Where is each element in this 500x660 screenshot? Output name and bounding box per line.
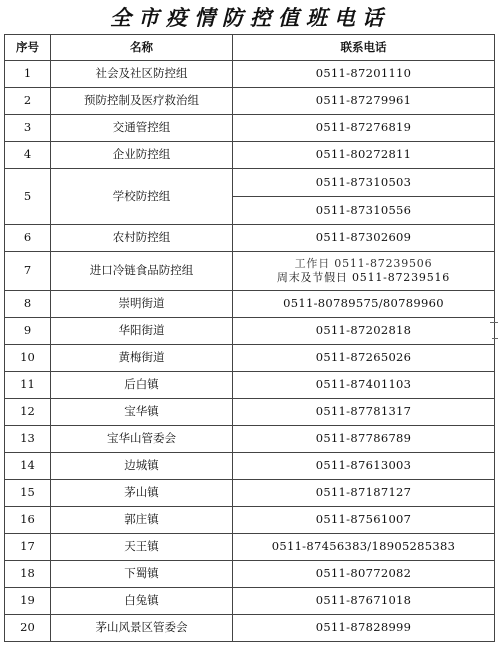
table-row [5, 318, 495, 345]
row-seq: 3 [5, 115, 51, 142]
table-row [5, 115, 495, 142]
row-phone: 0511-87401103 [233, 372, 495, 399]
row-seq: 17 [5, 534, 51, 561]
table-row [5, 61, 495, 88]
row-name: 下蜀镇 [51, 561, 233, 588]
row-phone: 0511-87202818 [233, 318, 495, 345]
row-seq: 2 [5, 88, 51, 115]
row-name: 进口冷链食品防控组 [51, 252, 233, 291]
row-phone: 0511-87781317 [233, 399, 495, 426]
row-name: 宝华镇 [51, 399, 233, 426]
row-seq: 5 [5, 169, 51, 225]
row-seq: 20 [5, 615, 51, 642]
row-name: 郭庄镇 [51, 507, 233, 534]
row-name: 后白镇 [51, 372, 233, 399]
row-seq: 18 [5, 561, 51, 588]
row-seq: 9 [5, 318, 51, 345]
row-seq: 11 [5, 372, 51, 399]
row-name: 边城镇 [51, 453, 233, 480]
row-phone: 0511-87201110 [233, 61, 495, 88]
table-row [5, 399, 495, 426]
row-name: 企业防控组 [51, 142, 233, 169]
table-row [5, 426, 495, 453]
table-row [5, 588, 495, 615]
row-phone [233, 252, 495, 291]
row-phone: 0511-87786789 [233, 426, 495, 453]
header-name: 名称 [51, 35, 233, 61]
row-name: 天王镇 [51, 534, 233, 561]
row-phone: 0511-80272811 [233, 142, 495, 169]
duty-phone-table [4, 34, 495, 642]
row-seq: 8 [5, 291, 51, 318]
table-row [5, 169, 495, 197]
table-row [5, 225, 495, 252]
table-row [5, 534, 495, 561]
row-phone: 0511-87456383/18905285383 [233, 534, 495, 561]
row-phone: 0511-87613003 [233, 453, 495, 480]
header-seq: 序号 [5, 35, 51, 61]
row-name: 华阳街道 [51, 318, 233, 345]
table-row [5, 372, 495, 399]
table-row [5, 252, 495, 291]
row-seq: 19 [5, 588, 51, 615]
row-name: 农村防控组 [51, 225, 233, 252]
row-seq: 6 [5, 225, 51, 252]
row-phone: 0511-87310556 [233, 197, 495, 225]
row-name: 学校防控组 [51, 169, 233, 225]
row-name: 茅山风景区管委会 [51, 615, 233, 642]
row-name: 预防控制及医疗救治组 [51, 88, 233, 115]
row-name: 白兔镇 [51, 588, 233, 615]
row-phone: 0511-80772082 [233, 561, 495, 588]
row-name: 茅山镇 [51, 480, 233, 507]
row-seq: 10 [5, 345, 51, 372]
row-seq: 4 [5, 142, 51, 169]
table-row [5, 561, 495, 588]
table-row [5, 615, 495, 642]
table-row [5, 480, 495, 507]
row-name: 崇明街道 [51, 291, 233, 318]
row-phone: 0511-87279961 [233, 88, 495, 115]
row-phone: 0511-80789575/80789960 [233, 291, 495, 318]
row-phone-line: 周末及节假日 0511-87239516 [276, 271, 451, 284]
row-seq: 16 [5, 507, 51, 534]
row-seq: 1 [5, 61, 51, 88]
row-phone: 0511-87561007 [233, 507, 495, 534]
table-row [5, 507, 495, 534]
row-name: 交通管控组 [51, 115, 233, 142]
page-title: 全市疫情防控值班电话 [110, 5, 390, 30]
row-phone: 0511-87671018 [233, 588, 495, 615]
row-seq: 14 [5, 453, 51, 480]
table-row [5, 88, 495, 115]
row-phone: 0511-87276819 [233, 115, 495, 142]
row-phone: 0511-87187127 [233, 480, 495, 507]
table-header-row [5, 35, 495, 61]
table-row [5, 291, 495, 318]
row-seq: 7 [5, 252, 51, 291]
row-seq: 13 [5, 426, 51, 453]
table-row [5, 345, 495, 372]
row-phone: 0511-87828999 [233, 615, 495, 642]
row-seq: 12 [5, 399, 51, 426]
table-row [5, 453, 495, 480]
row-name: 宝华山管委会 [51, 426, 233, 453]
page-edge-mark [492, 338, 498, 339]
row-name: 黄梅街道 [51, 345, 233, 372]
table-row [5, 142, 495, 169]
row-name: 社会及社区防控组 [51, 61, 233, 88]
header-phone: 联系电话 [233, 35, 495, 61]
page-edge-mark [490, 322, 498, 323]
row-phone: 0511-87302609 [233, 225, 495, 252]
row-phone: 0511-87265026 [233, 345, 495, 372]
row-seq: 15 [5, 480, 51, 507]
row-phone: 0511-87310503 [233, 169, 495, 197]
row-phone-line: 工作日 0511-87239506 [294, 257, 433, 270]
